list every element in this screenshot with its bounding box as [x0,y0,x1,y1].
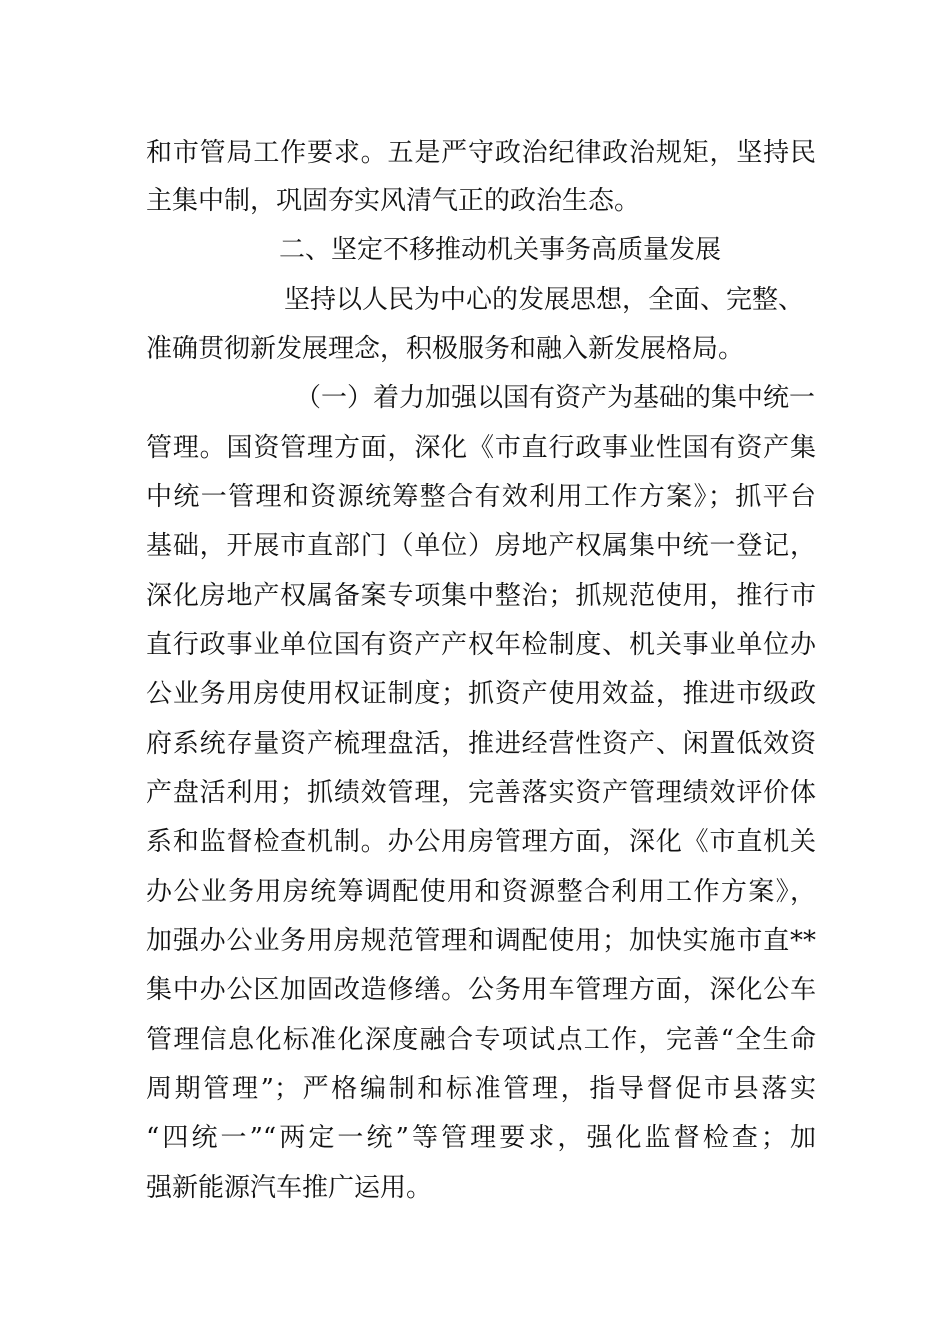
text-line: 和市管局工作要求。五是严守政治纪律政治规矩，坚持民 [146,138,816,168]
text-line: 办公业务用房统筹调配使用和资源整合利用工作方案》， [146,877,816,907]
text-line: 产盘活利用；抓绩效管理，完善落实资产管理绩效评价体 [146,778,816,808]
section-heading: 二、坚定不移推动机关事务高质量发展 [279,235,722,265]
text-line: 公业务用房使用权证制度；抓资产使用效益，推进市级政 [146,679,816,709]
text-line: 加强办公业务用房规范管理和调配使用；加快实施市直** [146,926,816,956]
text-line: 深化房地产权属备案专项集中整治；抓规范使用，推行市 [146,581,816,611]
text-line: 管理。国资管理方面，深化《市直行政事业性国有资产集 [146,433,816,463]
text-line: 基础，开展市直部门（单位）房地产权属集中统一登记， [146,531,816,561]
subsection-heading: （一）着力加强以国有资产为基础的集中统一 [295,383,816,413]
text-line: 府系统存量资产梳理盘活，推进经营性资产、闲置低效资 [146,729,816,759]
text-line: 坚持以人民为中心的发展思想，全面、完整、 [284,285,805,315]
text-line: 直行政事业单位国有资产产权年检制度、机关事业单位办 [146,630,816,660]
text-line: 集中办公区加固改造修缮。公务用车管理方面，深化公车 [146,975,816,1005]
text-line: 准确贯彻新发展理念，积极服务和融入新发展格局。 [146,334,745,364]
text-line: 中统一管理和资源统筹整合有效利用工作方案》；抓平台 [146,482,816,512]
text-line: 周期管理”；严格编制和标准管理，指导督促市县落实 [146,1074,816,1104]
text-line: 强新能源汽车推广运用。 [146,1173,433,1203]
text-line: 系和监督检查机制。办公用房管理方面，深化《市直机关 [146,827,816,857]
text-line: “四统一”“两定一统”等管理要求，强化监督检查；加 [146,1123,816,1153]
text-line: 管理信息化标准化深度融合专项试点工作，完善“全生命 [146,1025,816,1055]
text-line: 主集中制，巩固夯实风清气正的政治生态。 [146,186,641,216]
